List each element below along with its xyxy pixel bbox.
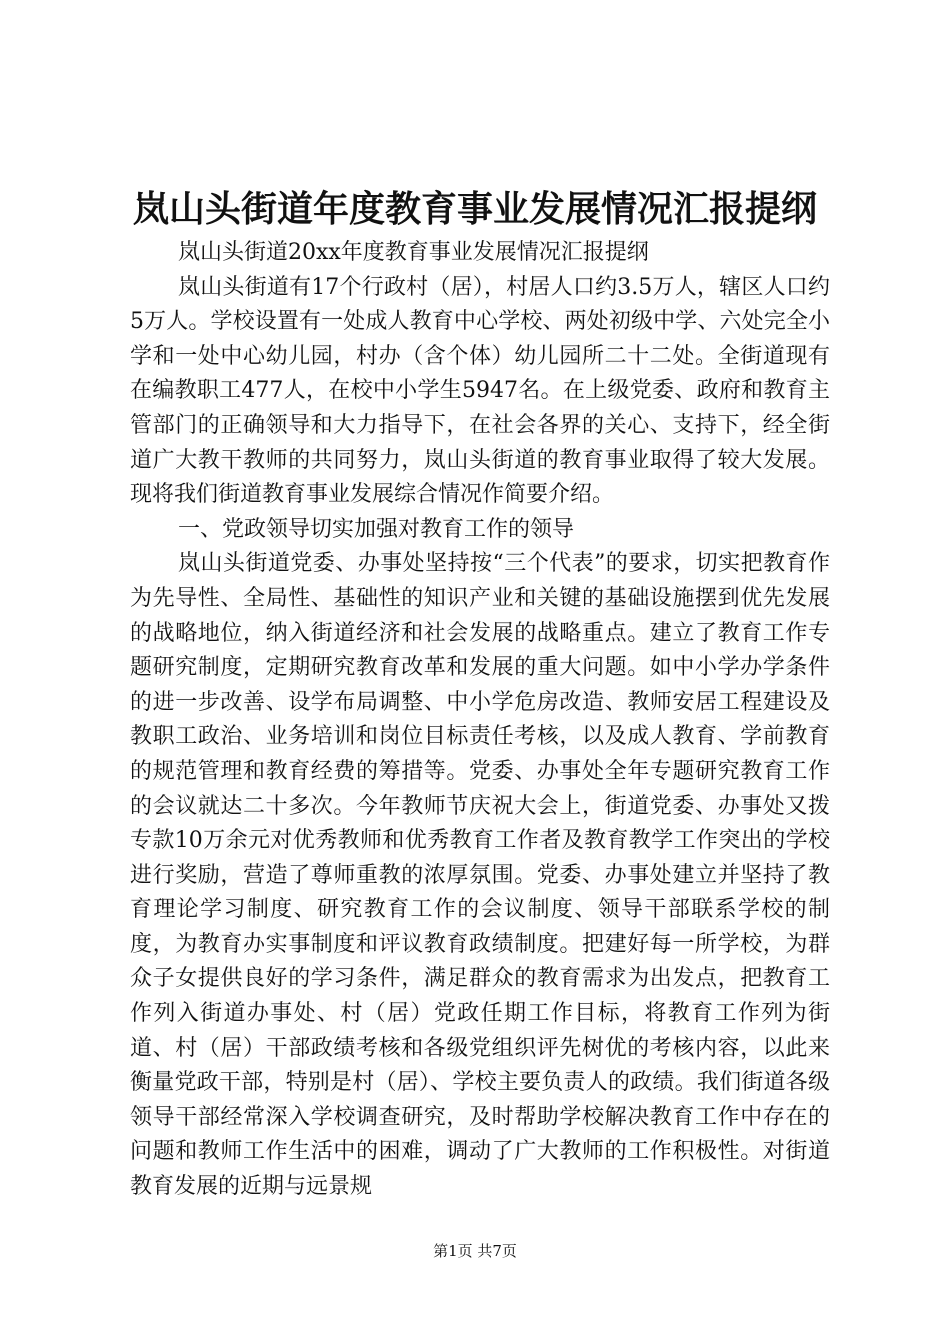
page-number: 第1页 共7页: [433, 1242, 517, 1260]
section-heading: 一、党政领导切实加强对教育工作的领导: [178, 516, 575, 542]
document-body: [130, 236, 830, 1205]
section-paragraph: 岚山头街道党委、办事处坚持按“三个代表”的要求，切实把教育作为先导性、全局性、基础性的知识产业和关键的基础设施摆到优先发展的战略地位，纳入街道经济和社会发展的战略重点。建立了教育工作专题研究制度，定期研究教育改革和发展的重大问题。如中小学办学条件的进一步改善、设学布局调整、中小学危房改造、教师安居工程建设及教职工政治、业务培训和岗位目标责任考核，以及成人教育、学前教育的规范管理和教育经费的筹措等。党委、办事处全年专题研究教育工作的会议就达二十多次。今年教师节庆祝大会上，街道党委、办事处又拨专款10万余元对优秀教师和优秀教育工作者及教育教学工作突出的学校进行奖励，营造了尊师重教的浓厚氛围。党委、办事处建立并坚持了教育理论学习制度、研究教育工作的会议制度、领导干部联系学校的制度，为教育办实事制度和评议教育政绩制度。把建好每一所学校，为群众子女提供良好的学习条件，满足群众的教育需求为出发点，把教育工作列入街道办事处、村（居）党政任期工作目标，将教育工作列为街道、村（居）干部政绩考核和各级党组织评先树优的考核内容，以此来衡量党政干部，特别是村（居）、学校主要负责人的政绩。我们街道各级领导干部经常深入学校调查研究，及时帮助学校解决教育工作中存在的问题和教师工作生活中的困难，调动了广大教师的工作积极性。对街道教育发展的近期与远景规: [130, 551, 830, 1200]
intro-paragraph: 岚山头街道有17个行政村（居），村居人口约3.5万人，辖区人口约5万人。学校设置有一处成人教育中心学校、两处初级中学、六处完全小学和一处中心幼儿园，村办（含个体）幼儿园所二十二处。全街道现有在编教职工477人，在校中小学生5947名。在上级党委、政府和教育主管部门的正确领导和大力指导下，在社会各界的关心、支持下，经全街道广大教干教师的共同努力，岚山头街道的教育事业取得了较大发展。现将我们街道教育事业发展综合情况作简要介绍。: [130, 274, 830, 508]
subtitle-paragraph: 岚山头街道20xx年度教育事业发展情况汇报提纲: [178, 240, 649, 265]
document-title: 岚山头街道年度教育事业发展情况汇报提纲: [132, 188, 817, 230]
